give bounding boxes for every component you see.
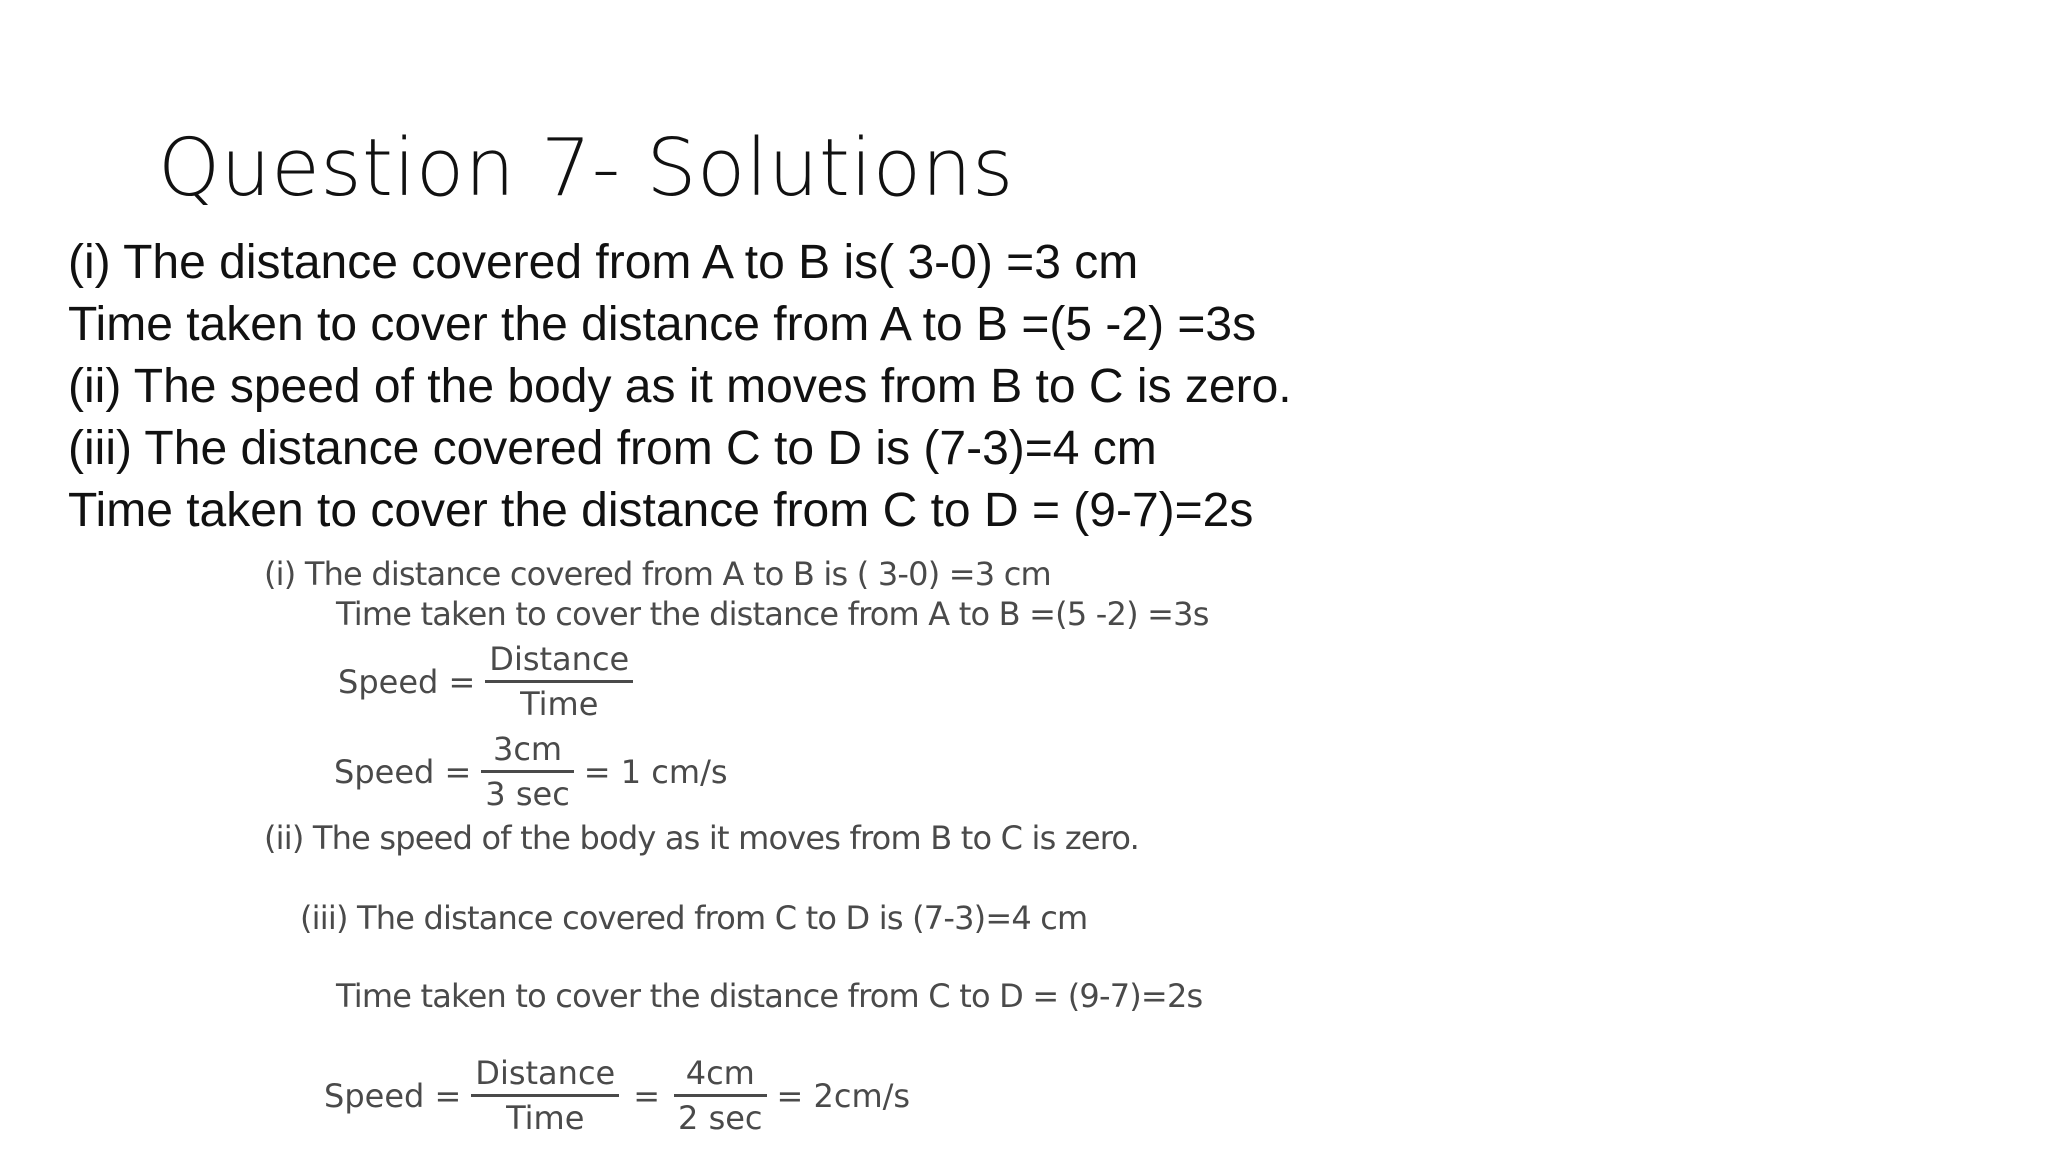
fraction bbox=[471, 1054, 619, 1137]
speed-calculation-2 bbox=[324, 1054, 910, 1137]
image-line-1: (i) The distance covered from A to B is ( 3-0) =3 cm bbox=[264, 555, 1051, 593]
text-line: (i) The distance covered from A to B is( 3-0) =3 cm bbox=[68, 236, 1139, 289]
numerator: Distance bbox=[475, 1054, 616, 1092]
fraction bbox=[485, 640, 633, 723]
image-line-5: Time taken to cover the distance from C to D = (9-7)=2s bbox=[336, 977, 1203, 1015]
denominator: 2 sec bbox=[674, 1094, 766, 1137]
speed-label: Speed = bbox=[324, 1076, 462, 1115]
fraction bbox=[674, 1054, 766, 1137]
speed-label: Speed = bbox=[334, 752, 472, 791]
numerator: 4cm bbox=[685, 1054, 755, 1092]
image-line-4: (iii) The distance covered from C to D is (7-3)=4 cm bbox=[300, 899, 1088, 937]
text-line: Time taken to cover the distance from C to D = (9-7)=2s bbox=[68, 484, 1254, 537]
speed-result: = 1 cm/s bbox=[583, 752, 728, 791]
text-line: Time taken to cover the distance from A to B =(5 -2) =3s bbox=[68, 298, 1257, 351]
slide-title: Question 7- Solutions bbox=[158, 122, 1014, 214]
text-line: (iii) The distance covered from C to D is (7-3)=4 cm bbox=[68, 422, 1157, 475]
image-line-2: Time taken to cover the distance from A to B =(5 -2) =3s bbox=[336, 595, 1209, 633]
speed-calculation-1 bbox=[334, 730, 728, 813]
solution-text bbox=[68, 232, 1668, 542]
numerator: 3cm bbox=[492, 730, 563, 768]
speed-formula bbox=[338, 640, 643, 723]
denominator: Time bbox=[471, 1094, 619, 1137]
speed-label: Speed = bbox=[338, 662, 476, 701]
speed-result: = 2cm/s bbox=[776, 1076, 911, 1115]
denominator: 3 sec bbox=[481, 770, 573, 813]
fraction bbox=[481, 730, 573, 813]
numerator: Distance bbox=[489, 640, 630, 678]
solution-image bbox=[262, 548, 1262, 1148]
denominator: Time bbox=[485, 680, 633, 723]
equals-sign: = bbox=[633, 1076, 661, 1115]
image-line-3: (ii) The speed of the body as it moves from B to C is zero. bbox=[264, 819, 1139, 857]
text-line: (ii) The speed of the body as it moves from B to C is zero. bbox=[68, 360, 1292, 413]
